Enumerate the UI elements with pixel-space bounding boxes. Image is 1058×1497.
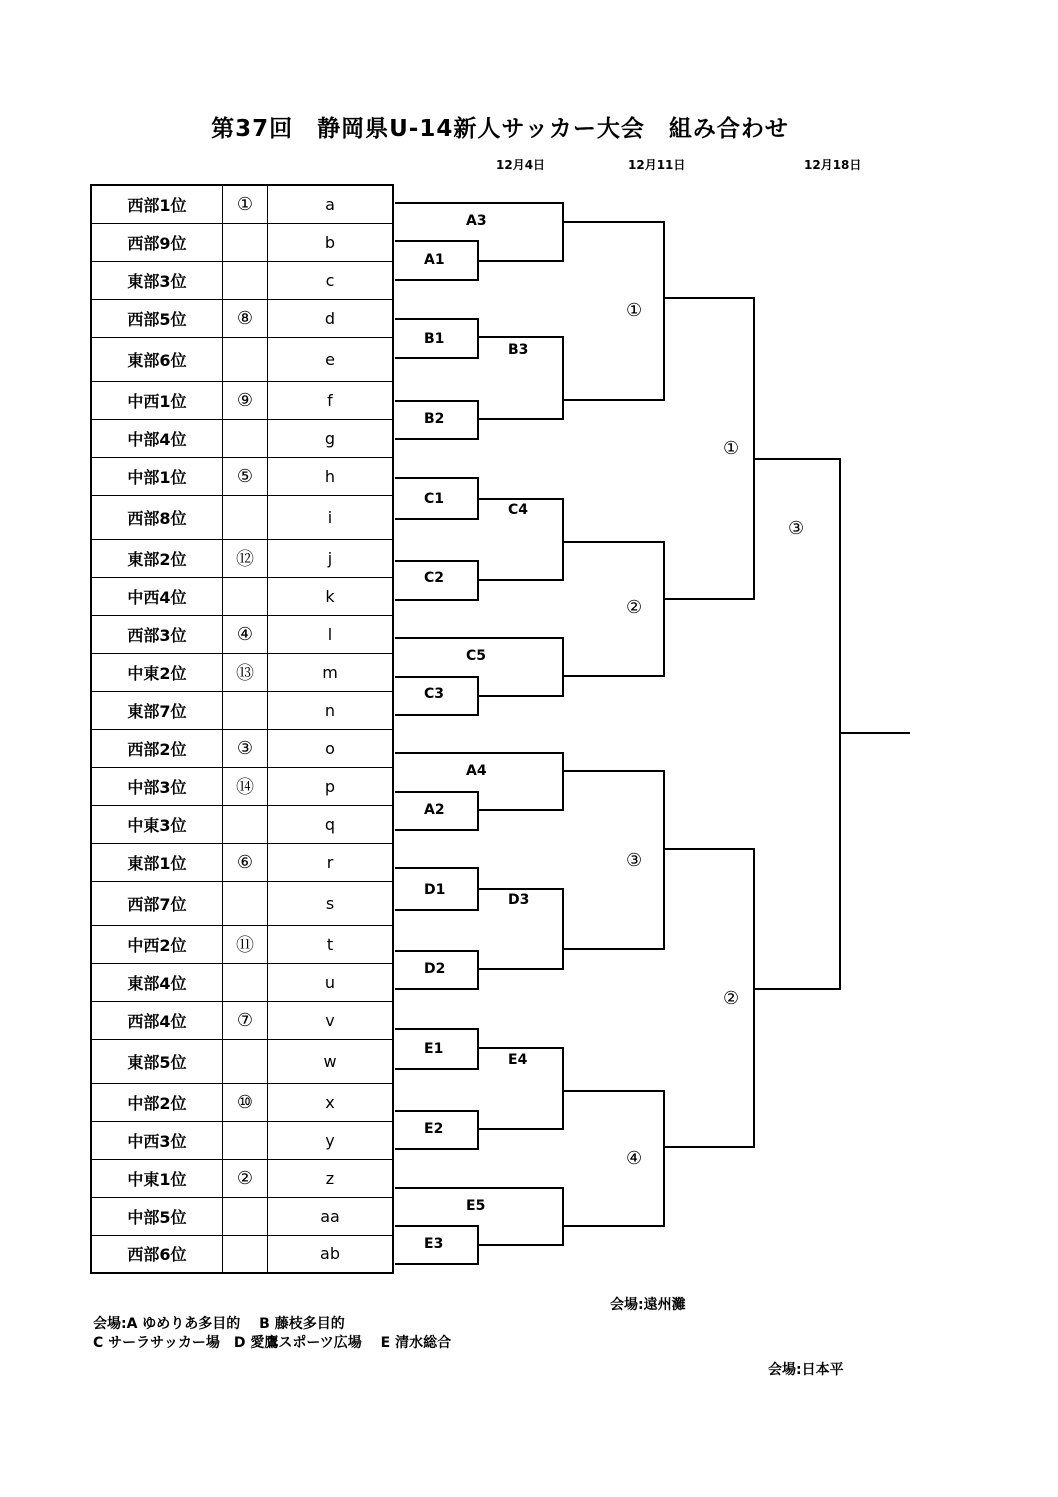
team-code: g <box>268 419 394 457</box>
team-seed: 東部7位 <box>91 691 223 729</box>
team-seed: 中部3位 <box>91 767 223 805</box>
quarterfinal-label-4: ④ <box>626 1148 643 1169</box>
team-code: ab <box>268 1235 394 1273</box>
team-code: k <box>268 577 394 615</box>
team-code: q <box>268 805 394 843</box>
team-code: n <box>268 691 394 729</box>
date-round2: 12月11日 <box>628 158 686 172</box>
team-seed: 西部7位 <box>91 881 223 925</box>
match-label-a1: A1 <box>424 252 445 268</box>
date-round3: 12月18日 <box>804 158 862 172</box>
match-label-e4: E4 <box>508 1052 528 1068</box>
team-seed: 西部9位 <box>91 223 223 261</box>
bracket-line <box>563 222 664 400</box>
team-seed: 中西1位 <box>91 381 223 419</box>
bracket-line <box>563 771 664 949</box>
team-code: r <box>268 843 394 881</box>
team-code: aa <box>268 1197 394 1235</box>
match-label-b1: B1 <box>424 331 445 347</box>
team-code: a <box>268 185 394 223</box>
team-code: b <box>268 223 394 261</box>
team-code: l <box>268 615 394 653</box>
team-code: p <box>268 767 394 805</box>
team-code: j <box>268 539 394 577</box>
team-number: ② <box>223 1159 268 1197</box>
team-seed: 中部4位 <box>91 419 223 457</box>
team-code: e <box>268 337 394 381</box>
bracket-line <box>563 1091 664 1226</box>
team-code: s <box>268 881 394 925</box>
match-label-c4: C4 <box>508 502 529 518</box>
team-number: ⑪ <box>223 925 268 963</box>
page-title: 第37回 静岡県U-14新人サッカー大会 組み合わせ <box>211 116 789 142</box>
team-number: ⑦ <box>223 1001 268 1039</box>
match-label-e2: E2 <box>424 1121 444 1137</box>
team-number: ⑭ <box>223 767 268 805</box>
team-seed: 東部3位 <box>91 261 223 299</box>
team-seed: 中西3位 <box>91 1121 223 1159</box>
match-label-a3: A3 <box>466 213 487 229</box>
team-seed: 西部3位 <box>91 615 223 653</box>
team-seed: 西部5位 <box>91 299 223 337</box>
final-label: ③ <box>788 518 805 539</box>
team-code: t <box>268 925 394 963</box>
team-seed: 中部2位 <box>91 1083 223 1121</box>
team-seed: 西部6位 <box>91 1235 223 1273</box>
team-code: v <box>268 1001 394 1039</box>
match-label-c3: C3 <box>424 686 445 702</box>
team-seed: 中部5位 <box>91 1197 223 1235</box>
team-number: ⑤ <box>223 457 268 495</box>
quarterfinal-label-2: ② <box>626 597 643 618</box>
team-seed: 中部1位 <box>91 457 223 495</box>
team-seed: 中西2位 <box>91 925 223 963</box>
semifinal-label-1: ① <box>723 438 740 459</box>
team-code: w <box>268 1039 394 1083</box>
team-code: i <box>268 495 394 539</box>
quarterfinal-label-1: ① <box>626 300 643 321</box>
team-seed: 西部4位 <box>91 1001 223 1039</box>
match-label-a2: A2 <box>424 802 445 818</box>
team-number: ⑩ <box>223 1083 268 1121</box>
team-seed: 西部1位 <box>91 185 223 223</box>
match-label-b3: B3 <box>508 342 529 358</box>
date-round1: 12月4日 <box>496 158 546 172</box>
team-code: z <box>268 1159 394 1197</box>
match-label-b2: B2 <box>424 411 445 427</box>
team-seed: 中西4位 <box>91 577 223 615</box>
match-label-e5: E5 <box>466 1198 486 1214</box>
quarterfinal-label-3: ③ <box>626 850 643 871</box>
team-number: ⑬ <box>223 653 268 691</box>
venue-semifinal-note: 会場:遠州灘 <box>610 1297 686 1313</box>
team-code: h <box>268 457 394 495</box>
venue-list-note-1: 会場:A ゆめりあ多目的 B 藤枝多目的 <box>93 1316 345 1332</box>
team-seed: 東部1位 <box>91 843 223 881</box>
team-seed: 中東2位 <box>91 653 223 691</box>
bracket-line <box>664 849 754 1147</box>
team-code: u <box>268 963 394 1001</box>
team-number: ① <box>223 185 268 223</box>
team-number: ③ <box>223 729 268 767</box>
team-code: f <box>268 381 394 419</box>
match-label-d1: D1 <box>424 882 446 898</box>
match-label-e1: E1 <box>424 1041 444 1057</box>
team-seed: 西部2位 <box>91 729 223 767</box>
match-label-e3: E3 <box>424 1236 444 1252</box>
team-code: d <box>268 299 394 337</box>
team-seed: 東部4位 <box>91 963 223 1001</box>
match-label-a4: A4 <box>466 763 487 779</box>
team-number: ④ <box>223 615 268 653</box>
team-seed: 東部5位 <box>91 1039 223 1083</box>
team-code: x <box>268 1083 394 1121</box>
match-label-c2: C2 <box>424 570 445 586</box>
team-number: ⑧ <box>223 299 268 337</box>
team-code: m <box>268 653 394 691</box>
team-number: ⑫ <box>223 539 268 577</box>
team-number: ⑥ <box>223 843 268 881</box>
team-seed: 中東1位 <box>91 1159 223 1197</box>
team-seed: 東部2位 <box>91 539 223 577</box>
team-number: ⑨ <box>223 381 268 419</box>
bracket-line <box>563 542 664 676</box>
team-seed: 西部8位 <box>91 495 223 539</box>
bracket-line <box>664 298 754 599</box>
match-label-c5: C5 <box>466 648 487 664</box>
semifinal-label-2: ② <box>723 988 740 1009</box>
venue-list-note-2: C サーラサッカー場 D 愛鷹スポーツ広場 E 清水総合 <box>93 1335 452 1351</box>
match-label-c1: C1 <box>424 491 445 507</box>
venue-final-note: 会場:日本平 <box>768 1362 844 1378</box>
team-code: o <box>268 729 394 767</box>
match-label-d2: D2 <box>424 961 446 977</box>
team-seed: 中東3位 <box>91 805 223 843</box>
match-label-d3: D3 <box>508 892 530 908</box>
team-seed: 東部6位 <box>91 337 223 381</box>
team-code: c <box>268 261 394 299</box>
team-code: y <box>268 1121 394 1159</box>
